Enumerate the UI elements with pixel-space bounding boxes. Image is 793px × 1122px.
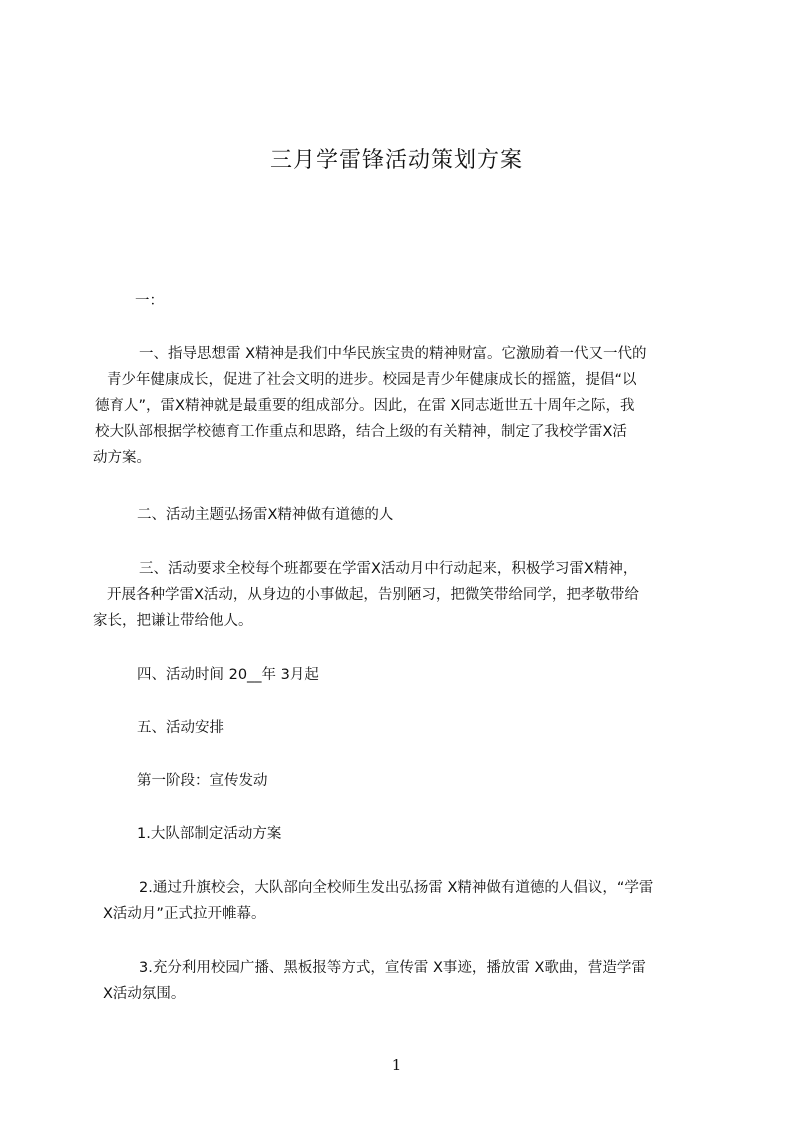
paragraph-line: X活动氛围。 [103,986,186,1002]
paragraph-time: 四、活动时间 20__年 3月起 [137,667,319,683]
paragraph-line: 一、指导思想雷 X精神是我们中华民族宝贵的精神财富。它激励着一代又一代的 [139,346,647,362]
paragraph-line: 家长，把谦让带给他人。 [93,613,253,629]
paragraph-line: 青少年健康成长，促进了社会文明的进步。校园是青少年健康成长的摇篮，提倡“以 [107,372,637,388]
paragraph-requirements [93,556,705,634]
paragraph-guiding-ideology [93,341,705,471]
paragraph-theme: 二、活动主题弘扬雷X精神做有道德的人 [137,507,394,523]
paragraph-line: 2.通过升旗校会，大队部向全校师生发出弘扬雷 X精神做有道德的人倡议，“学雷 [139,880,654,896]
paragraph-line: 动方案。 [93,450,151,466]
list-item-3 [93,955,705,1007]
list-item-1: 1.大队部制定活动方案 [137,826,282,842]
list-item-2 [93,875,705,927]
paragraph-stage-one: 第一阶段：宣传发动 [137,773,268,789]
paragraph-line: 开展各种学雷X活动，从身边的小事做起，告别陋习，把微笑带给同学，把孝敬带给 [107,587,639,603]
paragraph-arrangement: 五、活动安排 [137,720,224,736]
page-number: 1 [391,1056,402,1074]
paragraph-line: 三、活动要求全校每个班都要在学雷X活动月中行动起来，积极学习雷X精神， [139,561,638,577]
paragraph-line: 3.充分利用校园广播、黑板报等方式，宣传雷 X事迹，播放雷 X歌曲，营造学雷 [139,960,646,976]
paragraph-line: X活动月”正式拉开帷幕。 [103,906,266,922]
section-heading: 一： [135,293,164,309]
paragraph-line: 德育人”，雷X精神就是最重要的组成部分。因此，在雷 X同志逝世五十周年之际，我 [95,398,635,414]
document-title: 三月学雷锋活动策划方案 [269,148,523,173]
paragraph-line: 校大队部根据学校德育工作重点和思路，结合上级的有关精神，制定了我校学雷X活 [95,424,627,440]
